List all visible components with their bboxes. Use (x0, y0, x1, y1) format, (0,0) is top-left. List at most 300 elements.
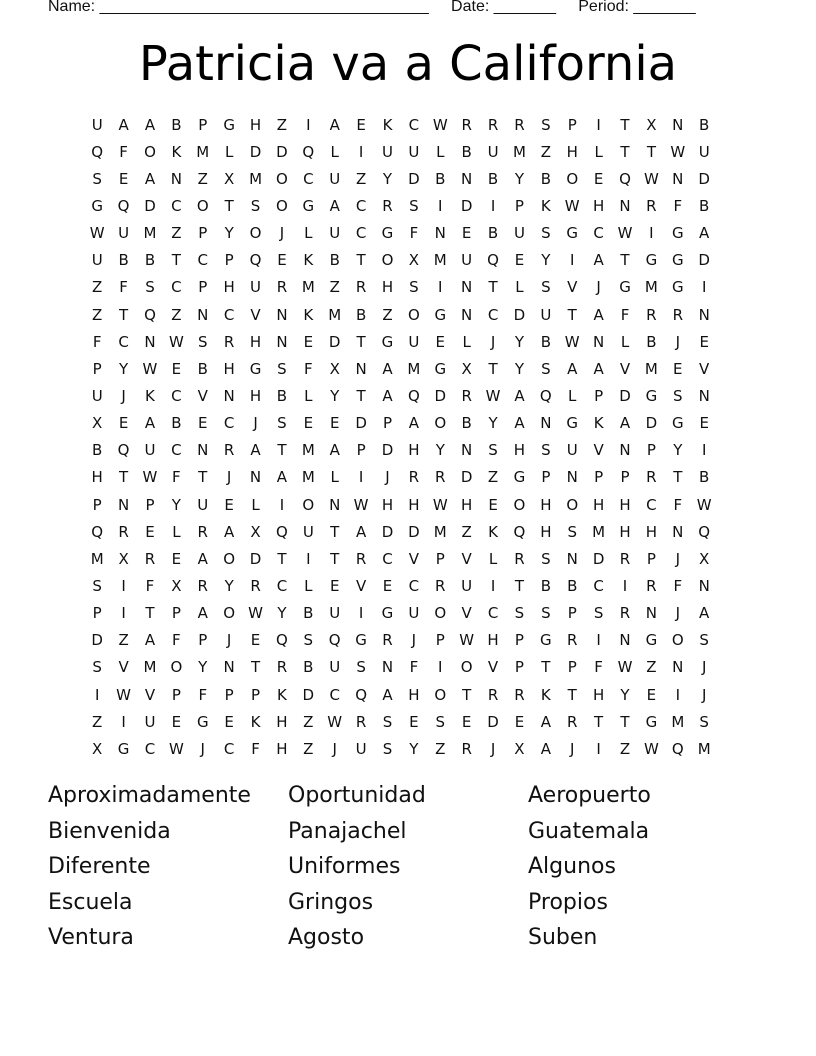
grid-letter: D (698, 251, 710, 270)
grid-letter: G (91, 196, 103, 215)
grid-letter: X (646, 115, 657, 134)
grid-letter: J (279, 224, 285, 243)
grid-letter: P (92, 359, 102, 378)
grid-letter: O (381, 251, 394, 270)
grid-letter: J (411, 631, 417, 650)
grid-letter: G (540, 631, 552, 650)
grid-letter: C (171, 278, 182, 297)
grid-letter: B (329, 251, 340, 270)
grid-letter: V (567, 278, 578, 297)
grid-letter: E (224, 712, 234, 731)
grid-letter: C (329, 685, 340, 704)
grid-letter: J (385, 468, 390, 487)
grid-letter: R (435, 576, 446, 595)
grid-letter: M (407, 359, 421, 378)
grid-letter: A (540, 739, 551, 758)
grid-letter: F (119, 142, 128, 161)
grid-letter: B (461, 414, 472, 433)
grid-letter: W (670, 142, 686, 161)
grid-letter: R (118, 522, 129, 541)
grid-letter: H (592, 685, 605, 704)
grid-letter: F (172, 631, 181, 650)
grid-letter: B (540, 169, 551, 188)
grid-letter: O (566, 495, 579, 514)
grid-letter: A (329, 196, 340, 215)
grid-letter: H (381, 278, 394, 297)
grid-letter: S (488, 441, 498, 460)
grid-row (84, 328, 734, 355)
grid-letter: E (171, 359, 182, 378)
grid-letter: Q (117, 441, 130, 460)
grid-letter: N (540, 414, 552, 433)
grid-letter: D (434, 386, 447, 405)
grid-row (84, 382, 734, 409)
grid-letter: X (699, 549, 710, 568)
grid-letter: S (541, 441, 551, 460)
grid-letter: Q (698, 522, 711, 541)
grid-letter: S (382, 712, 393, 731)
grid-letter: V (619, 359, 631, 378)
grid-letter: C (223, 739, 235, 758)
grid-letter: B (435, 169, 446, 188)
grid-letter: P (541, 468, 551, 487)
grid-letter: D (487, 712, 499, 731)
grid-letter: Y (382, 169, 393, 188)
grid-letter: H (223, 359, 235, 378)
grid-letter: J (200, 739, 205, 758)
grid-letter: L (224, 142, 234, 161)
grid-letter: V (118, 658, 129, 677)
grid-letter: Q (487, 251, 499, 270)
grid-letter: L (436, 142, 445, 161)
grid-row (84, 410, 734, 437)
grid-letter: O (460, 658, 473, 677)
grid-letter: H (249, 386, 262, 405)
grid-letter: O (434, 604, 447, 623)
grid-letter: J (675, 549, 680, 568)
grid-letter: Z (487, 468, 499, 487)
grid-letter: S (699, 712, 709, 731)
grid-letter: R (567, 712, 578, 731)
grid-letter: R (619, 549, 631, 568)
grid-letter: N (144, 332, 156, 351)
grid-letter: Y (224, 576, 234, 595)
grid-letter: S (197, 332, 208, 351)
grid-letter: R (646, 196, 657, 215)
grid-letter: W (116, 685, 131, 704)
grid-letter: U (408, 604, 420, 623)
grid-letter: T (594, 712, 604, 731)
grid-letter: N (249, 468, 262, 487)
grid-letter: O (223, 549, 236, 568)
grid-letter: P (171, 685, 181, 704)
grid-letter: Y (541, 251, 551, 270)
grid-letter: M (512, 142, 526, 161)
grid-letter: I (306, 549, 311, 568)
grid-letter: I (94, 685, 100, 704)
grid-letter: U (382, 142, 393, 161)
grid-letter: A (144, 115, 156, 134)
grid-letter: D (381, 441, 394, 460)
grid-letter: S (541, 359, 551, 378)
grid-letter: N (672, 169, 684, 188)
grid-row (84, 274, 734, 301)
grid-letter: T (514, 576, 525, 595)
grid-letter: I (570, 251, 575, 270)
grid-letter: P (198, 224, 208, 243)
grid-letter: F (409, 224, 419, 243)
grid-letter: L (594, 142, 603, 161)
grid-letter: E (250, 631, 261, 650)
grid-letter: B (540, 332, 551, 351)
grid-letter: G (566, 414, 579, 433)
grid-letter: S (277, 359, 287, 378)
grid-letter: Z (355, 169, 367, 188)
grid-letter: J (490, 332, 496, 351)
grid-letter: A (118, 115, 129, 134)
grid-letter: A (408, 414, 420, 433)
grid-letter: H (461, 495, 473, 514)
grid-letter: U (487, 142, 499, 161)
grid-letter: C (355, 196, 367, 215)
grid-letter: T (119, 468, 129, 487)
grid-letter: J (675, 332, 680, 351)
grid-letter: J (570, 739, 575, 758)
grid-letter: H (249, 332, 262, 351)
grid-letter: Z (171, 305, 182, 324)
grid-letter: P (514, 631, 524, 650)
grid-letter: E (118, 169, 129, 188)
grid-letter: G (196, 712, 209, 731)
word-bank-item: Escuela (48, 889, 133, 915)
grid-letter: D (381, 522, 394, 541)
grid-letter: H (408, 685, 420, 704)
grid-row (84, 491, 734, 518)
grid-letter: B (303, 658, 314, 677)
grid-letter: W (643, 169, 659, 188)
grid-letter: W (459, 631, 475, 650)
grid-letter: E (514, 712, 525, 731)
grid-letter: Z (92, 712, 103, 731)
grid-letter: D (619, 386, 631, 405)
word-bank (48, 778, 768, 956)
grid-letter: W (89, 224, 105, 243)
grid-letter: B (197, 359, 208, 378)
grid-letter: X (92, 739, 103, 758)
grid-letter: A (514, 386, 525, 405)
grid-letter: G (434, 359, 447, 378)
grid-letter: B (144, 251, 156, 270)
grid-letter: O (276, 196, 288, 215)
grid-letter: S (382, 739, 393, 758)
grid-letter: E (198, 414, 208, 433)
grid-letter: V (144, 685, 156, 704)
grid-letter: M (301, 441, 315, 460)
grid-letter: O (671, 631, 684, 650)
grid-letter: G (381, 224, 394, 243)
grid-letter: R (514, 549, 525, 568)
grid-letter: H (540, 495, 552, 514)
grid-letter: G (434, 305, 447, 324)
grid-letter: P (92, 604, 102, 623)
grid-letter: X (118, 549, 129, 568)
grid-letter: H (487, 631, 499, 650)
grid-letter: T (673, 468, 683, 487)
grid-letter: N (223, 386, 235, 405)
grid-letter: A (382, 685, 393, 704)
word-bank-item: Aeropuerto (528, 783, 651, 808)
grid-letter: F (673, 576, 683, 595)
grid-letter: K (303, 305, 314, 324)
grid-letter: C (223, 414, 235, 433)
grid-letter: G (381, 332, 394, 351)
grid-letter: W (485, 386, 501, 405)
grid-letter: E (329, 414, 340, 433)
grid-letter: F (198, 685, 208, 704)
grid-letter: H (592, 196, 605, 215)
grid-letter: W (617, 224, 633, 243)
grid-letter: G (566, 224, 579, 243)
grid-letter: N (276, 305, 288, 324)
grid-letter: E (303, 332, 314, 351)
grid-letter: G (671, 278, 684, 297)
grid-letter: L (330, 142, 339, 161)
grid-letter: U (461, 251, 473, 270)
grid-letter: B (567, 576, 578, 595)
grid-letter: L (515, 278, 524, 297)
grid-letter: H (249, 115, 262, 134)
grid-letter: O (144, 142, 156, 161)
grid-letter: J (226, 468, 232, 487)
grid-letter: C (303, 169, 314, 188)
grid-letter: J (226, 631, 232, 650)
grid-letter: Q (117, 196, 130, 215)
grid-row (84, 545, 734, 572)
grid-letter: J (596, 278, 601, 297)
grid-letter: P (594, 386, 604, 405)
grid-letter: W (617, 658, 633, 677)
grid-letter: C (487, 305, 499, 324)
grid-letter: N (672, 115, 684, 134)
grid-letter: A (197, 604, 208, 623)
grid-letter: K (488, 522, 498, 541)
grid-letter: X (461, 359, 472, 378)
grid-letter: E (461, 224, 472, 243)
word-bank-item: Guatemala (528, 818, 650, 844)
grid-letter: P (198, 278, 208, 297)
grid-letter: N (434, 224, 446, 243)
grid-letter: R (487, 685, 499, 704)
grid-letter: Y (330, 386, 340, 405)
grid-row (84, 518, 734, 545)
grid-letter: P (251, 685, 261, 704)
grid-letter: S (303, 631, 314, 650)
grid-letter: M (433, 251, 447, 270)
word-bank-item: Agosto (288, 925, 365, 950)
grid-letter: V (355, 576, 367, 595)
grid-letter: R (646, 305, 657, 324)
grid-letter: E (171, 549, 182, 568)
grid-letter: I (649, 224, 654, 243)
grid-letter: I (121, 712, 126, 731)
grid-letter: G (355, 631, 367, 650)
grid-letter: R (223, 441, 235, 460)
grid-letter: K (145, 386, 155, 405)
grid-letter: R (382, 196, 393, 215)
grid-letter: H (566, 142, 578, 161)
grid-letter: T (330, 549, 340, 568)
grid-letter: J (490, 739, 496, 758)
grid-letter: D (328, 332, 341, 351)
grid-letter: E (171, 712, 182, 731)
grid-letter: I (306, 115, 311, 134)
grid-letter: B (303, 604, 314, 623)
grid-letter: E (277, 251, 287, 270)
grid-row (84, 464, 734, 491)
grid-letter: Y (514, 332, 525, 351)
grid-letter: S (541, 604, 551, 623)
grid-letter: X (224, 169, 235, 188)
grid-letter: P (435, 549, 445, 568)
grid-letter: S (92, 169, 102, 188)
grid-letter: F (145, 576, 155, 595)
grid-letter: Y (620, 685, 630, 704)
grid-letter: Z (276, 115, 288, 134)
grid-letter: T (330, 522, 340, 541)
grid-letter: K (171, 142, 182, 161)
grid-letter: Q (619, 169, 631, 188)
grid-letter: L (488, 549, 498, 568)
grid-letter: D (249, 549, 262, 568)
grid-letter: V (461, 604, 472, 623)
page-title: Patricia va a California (138, 36, 678, 92)
grid-letter: A (593, 251, 604, 270)
grid-letter: W (168, 332, 184, 351)
grid-letter: N (698, 576, 710, 595)
grid-letter: C (593, 576, 604, 595)
grid-letter: P (567, 604, 577, 623)
grid-letter: S (567, 522, 577, 541)
grid-letter: A (619, 414, 631, 433)
grid-letter: I (596, 631, 601, 650)
grid-letter: X (92, 414, 103, 433)
grid-letter: E (118, 414, 129, 433)
grid-letter: L (620, 332, 630, 351)
grid-letter: E (646, 685, 657, 704)
grid-letter: R (619, 604, 631, 623)
grid-letter: C (593, 224, 604, 243)
grid-letter: G (671, 251, 684, 270)
grid-letter: A (699, 604, 710, 623)
grid-letter: J (121, 386, 126, 405)
grid-letter: T (356, 386, 366, 405)
grid-letter: R (514, 685, 525, 704)
grid-letter: G (645, 386, 658, 405)
grid-letter: D (144, 196, 156, 215)
grid-letter: T (567, 305, 577, 324)
grid-letter: D (460, 196, 473, 215)
grid-letter: T (541, 658, 551, 677)
grid-letter: Y (435, 441, 445, 460)
word-bank-item: Propios (528, 889, 608, 915)
grid-letter: R (355, 278, 367, 297)
grid-letter: H (592, 495, 605, 514)
grid-letter: A (382, 386, 393, 405)
grid-letter: F (172, 468, 181, 487)
grid-letter: R (514, 115, 525, 134)
grid-letter: M (433, 522, 447, 541)
grid-row (84, 165, 734, 192)
grid-letter: A (144, 414, 156, 433)
grid-letter: O (276, 169, 288, 188)
grid-letter: Y (198, 658, 208, 677)
grid-letter: N (461, 441, 473, 460)
grid-letter: V (197, 386, 208, 405)
word-bank-item: Diferente (48, 854, 151, 879)
grid-letter: D (698, 169, 710, 188)
grid-letter: T (488, 278, 498, 297)
grid-letter: B (699, 196, 710, 215)
grid-letter: O (302, 495, 315, 514)
grid-letter: F (673, 495, 683, 514)
grid-letter: F (251, 739, 260, 758)
grid-letter: I (358, 604, 364, 623)
grid-letter: L (330, 468, 339, 487)
grid-letter: F (304, 359, 313, 378)
grid-letter: N (619, 441, 631, 460)
grid-letter: Z (118, 631, 129, 650)
grid-letter: D (513, 305, 526, 324)
grid-letter: P (567, 658, 577, 677)
grid-letter: O (223, 604, 236, 623)
grid-letter: L (304, 386, 313, 405)
grid-letter: N (197, 441, 209, 460)
grid-letter: E (145, 522, 155, 541)
grid-letter: P (567, 115, 577, 134)
grid-letter: R (250, 576, 261, 595)
grid-row (84, 111, 734, 138)
grid-letter: Q (91, 142, 104, 161)
grid-letter: R (567, 631, 578, 650)
grid-letter: G (513, 468, 526, 487)
grid-letter: V (699, 359, 710, 378)
grid-letter: B (699, 115, 710, 134)
grid-letter: S (409, 196, 419, 215)
grid-letter: T (646, 142, 656, 161)
grid-letter: P (435, 631, 445, 650)
grid-row (84, 138, 734, 165)
grid-letter: Z (329, 278, 340, 297)
grid-letter: O (196, 196, 209, 215)
word-bank-item: Suben (528, 925, 598, 950)
grid-letter: G (302, 196, 315, 215)
grid-letter: Q (144, 305, 156, 324)
grid-letter: N (223, 658, 235, 677)
grid-letter: D (276, 142, 288, 161)
grid-letter: U (329, 604, 341, 623)
grid-letter: V (487, 658, 499, 677)
grid-letter: S (277, 414, 287, 433)
grid-letter: S (699, 631, 709, 650)
grid-letter: Z (303, 739, 314, 758)
grid-letter: Z (382, 305, 393, 324)
grid-letter: H (408, 495, 420, 514)
grid-letter: R (461, 739, 472, 758)
grid-letter: D (592, 549, 605, 568)
grid-letter: R (487, 115, 499, 134)
grid-letter: E (409, 712, 419, 731)
grid-letter: R (435, 468, 446, 487)
